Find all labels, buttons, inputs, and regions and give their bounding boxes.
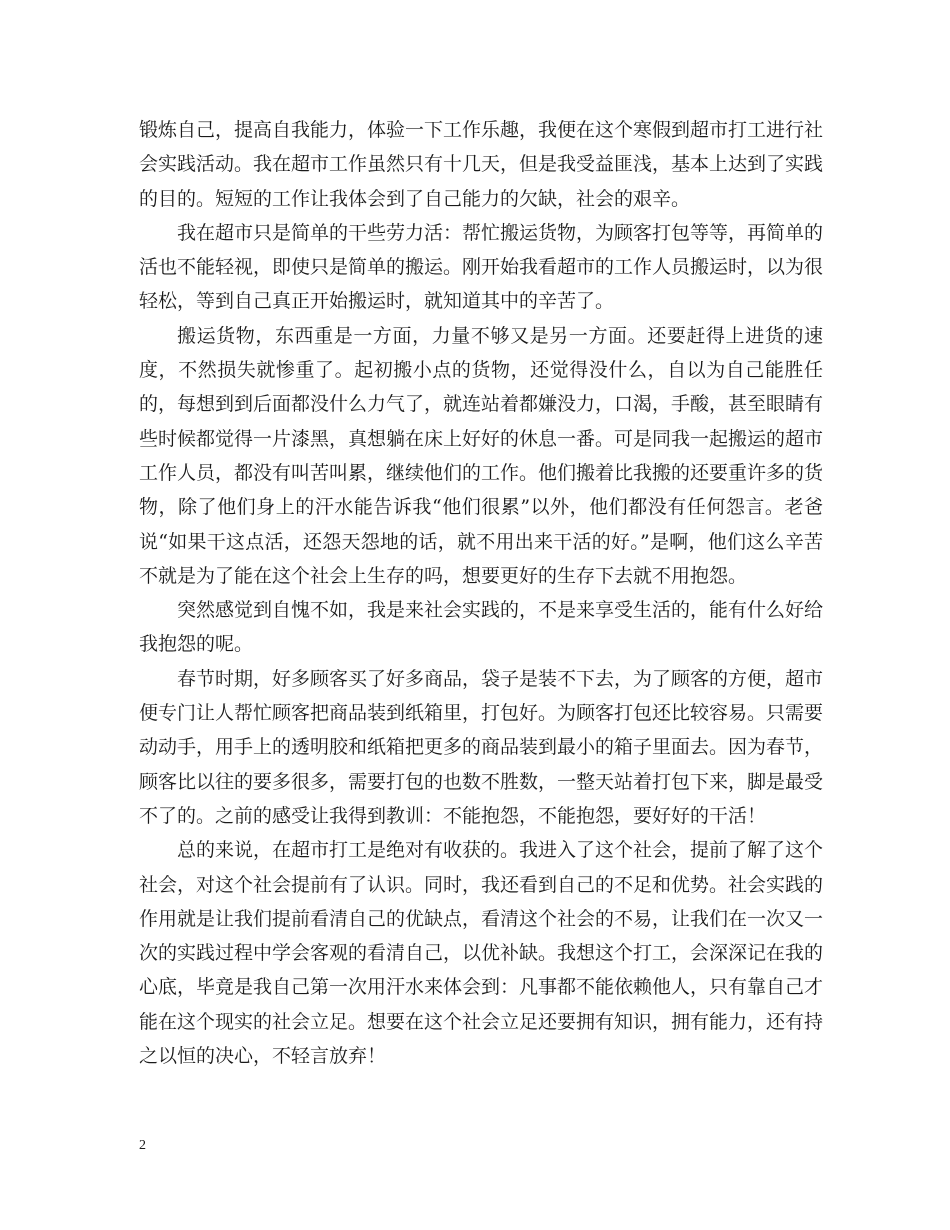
paragraph-continuation: 锻炼自己，提高自我能力，体验一下工作乐趣，我便在这个寒假到超市打工进行社会实践活动。我在超市工作虽然只有十几天，但是我受益匪浅，基本上达到了实践的目的。短短的工作让我体会到了自己能力的欠缺，社会的艰辛。 xyxy=(139,119,824,210)
paragraph-summary: 总的来说，在超市打工是绝对有收获的。我进入了这个社会，提前了解了这个社会，对这个社会提前有了认识。同时，我还看到自己的不足和优势。社会实践的作用就是让我们提前看清自己的优缺点，看清这个社会的不易，让我们在一次又一次的实践过程中学会客观的看清自己，以优补缺。我想这个打工，会深深记在我的心底，毕竟是我自己第一次用汗水来体会到：凡事都不能依赖他人，只有靠自己才能在这个现实的社会立足。想要在这个社会立足还要拥有知识，拥有能力，还有持之以恒的决心，不轻言放弃！ xyxy=(139,839,824,1068)
paragraph-labor-work: 我在超市只是简单的干些劳力活：帮忙搬运货物，为顾客打包等等，再简单的活也不能轻视，即使只是简单的搬运。刚开始我看超市的工作人员搬运时，以为很轻松，等到自己真正开始搬运时，就知道其中的辛苦了。 xyxy=(139,221,824,313)
page-number: 2 xyxy=(139,1138,146,1153)
document-body xyxy=(139,113,823,1073)
paragraph-spring-festival: 春节时期，好多顾客买了好多商品，袋子是装不下去，为了顾客的方便，超市便专门让人帮忙顾客把商品装到纸箱里，打包好。为顾客打包还比较容易。只需要动动手，用手上的透明胶和纸箱把更多的商品装到最小的箱子里面去。因为春节，顾客比以往的要多很多，需要打包的也数不胜数，一整天站着打包下来，脚是最受不了的。之前的感受让我得到教训：不能抱怨，不能抱怨，要好好的干活！ xyxy=(139,667,824,827)
paragraph-self-reflection: 突然感觉到自愧不如，我是来社会实践的，不是来享受生活的，能有什么好给我抱怨的呢。 xyxy=(139,599,824,656)
paragraph-moving-goods: 搬运货物，东西重是一方面，力量不够又是另一方面。还要赶得上进货的速度，不然损失就惨重了。起初搬小点的货物，还觉得没什么，自以为自己能胜任的，每想到到后面都没什么力气了，就连站着都嫌没力，口渴，手酸，甚至眼睛有些时候都觉得一片漆黑，真想躺在床上好好的休息一番。可是同我一起搬运的超市工作人员，都没有叫苦叫累，继续他们的工作。他们搬着比我搬的还要重许多的货物，除了他们身上的汗水能告诉我“他们很累”以外，他们都没有任何怨言。老爸说“如果干这点活，还怨天怨地的话，就不用出来干活的好。”是啊，他们这么辛苦不就是为了能在这个社会上生存的吗，想要更好的生存下去就不用抱怨。 xyxy=(139,324,824,587)
